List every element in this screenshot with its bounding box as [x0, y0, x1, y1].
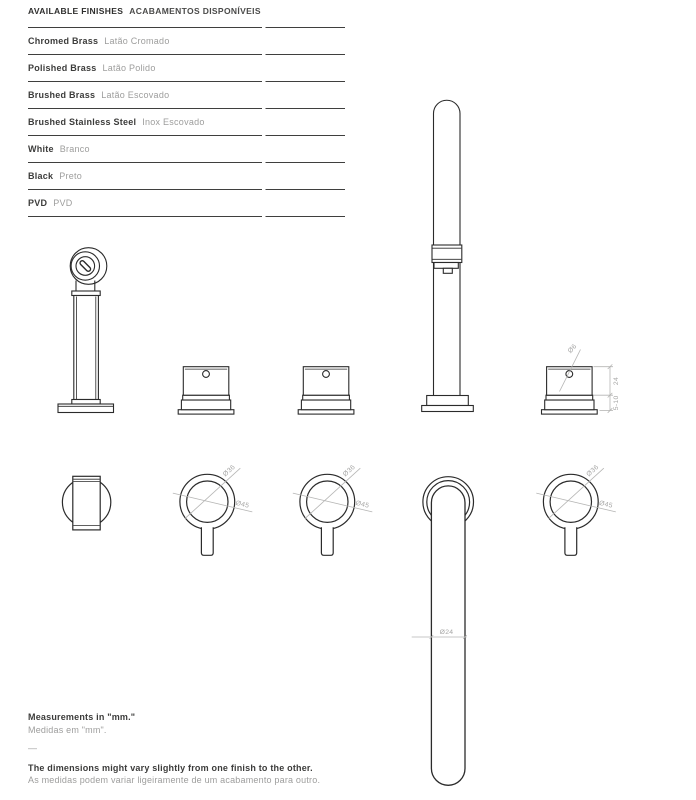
finish-name-en: PVD: [28, 197, 48, 208]
finish-name-en: Polished Brass: [28, 62, 97, 73]
handle-top-drawing-2: [293, 464, 373, 556]
finish-name-pt: Inox Escovado: [142, 116, 205, 127]
finish-row-chromed-brass: [28, 27, 345, 54]
spout-side-drawing: [422, 100, 474, 411]
finish-row-brushed-brass: [28, 81, 345, 108]
finish-name-pt: Latão Polido: [102, 62, 156, 73]
dim-label-handle-outer-2: Ø45: [354, 499, 370, 510]
measurements-note-pt: Medidas em "mm".: [28, 724, 107, 735]
dim-label-handle-base-height: 5-10: [613, 395, 620, 411]
finish-row-white: [28, 135, 345, 162]
dim-label-pin-diameter: Ø6: [566, 342, 579, 355]
handle-side-drawing-dimensioned: [542, 343, 621, 414]
finish-name-pt: Preto: [59, 170, 83, 181]
spout-top-drawing: [412, 477, 474, 786]
dim-label-handle-height: 24: [613, 376, 620, 386]
finish-name-pt: Latão Escovado: [101, 89, 170, 100]
finish-row-polished-brass: [28, 54, 345, 81]
dim-label-spout-tube: Ø24: [439, 628, 454, 636]
handle-side-drawing-2: [298, 367, 354, 414]
finish-name-en: Brushed Brass: [28, 89, 96, 100]
footnote-divider: —: [28, 743, 38, 753]
finish-name-en: Black: [28, 170, 54, 181]
handle-top-drawing-1: [173, 464, 253, 556]
dim-label-handle-outer-1: Ø45: [234, 499, 250, 510]
handle-side-drawing-1: [178, 367, 234, 414]
dim-label-handle-inner-2: Ø36: [341, 463, 357, 479]
dim-label-handle-inner-3: Ø36: [585, 463, 601, 479]
finish-name-en: Chromed Brass: [28, 35, 99, 46]
finish-name-en: Brushed Stainless Steel: [28, 116, 137, 127]
handshower-side-drawing: [58, 248, 114, 413]
variance-note-en: The dimensions might vary slightly from one finish to the other.: [28, 762, 313, 773]
finish-name-en: White: [28, 143, 54, 154]
page-title-en: AVAILABLE FINISHES: [28, 6, 124, 16]
footnotes: [28, 711, 320, 787]
measurements-note-en: Measurements in "mm.": [28, 712, 136, 722]
finish-row-black: [28, 162, 345, 189]
finish-row-pvd: [28, 189, 345, 216]
page-title-pt: ACABAMENTOS DISPONÍVEIS: [129, 6, 261, 16]
finish-name-pt: Latão Cromado: [104, 35, 170, 46]
finish-name-pt: PVD: [53, 197, 73, 208]
handle-top-drawing-3: [536, 464, 616, 556]
page-title: [28, 6, 261, 16]
finish-name-pt: Branco: [59, 143, 90, 154]
finish-row-brushed-stainless-steel: [28, 108, 345, 135]
dim-label-handle-outer-3: Ø45: [598, 499, 614, 510]
variance-note-pt: As medidas podem variar ligeiramente de um acabamento para outro.: [28, 775, 321, 785]
handshower-top-drawing: [62, 476, 110, 530]
dim-label-handle-inner-1: Ø36: [221, 463, 237, 479]
